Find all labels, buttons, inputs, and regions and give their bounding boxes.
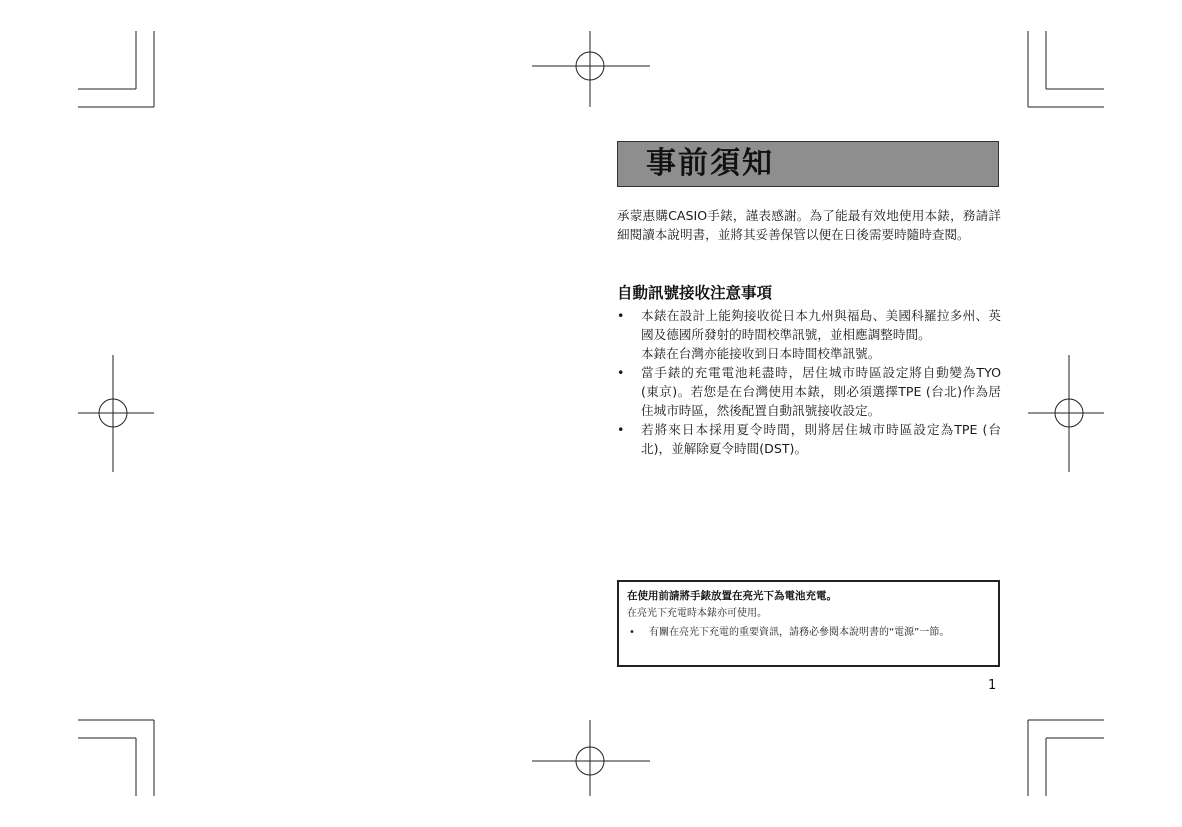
bullet-text: 若將來日本採用夏令時間，則將居住城市時區設定為TPE (台北)，並解除夏令時間(DST)。 (641, 422, 1001, 456)
bullet-symbol: • (617, 422, 625, 437)
precautions-list (617, 306, 1001, 458)
bullet-symbol: • (617, 308, 625, 323)
bullet-text: 本錶在設計上能夠接收從日本九州與福島、美國科羅拉多州、英國及德國所發射的時間校準訊號，並相應調整時間。 (641, 308, 1001, 342)
notice-title: 在使用前請將手錶放置在亮光下為電池充電。 (627, 590, 837, 602)
page-number: 1 (988, 678, 997, 693)
intro-paragraph: 承蒙惠購CASIO手錶，謹表感謝。為了能最有效地使用本錶，務請詳細閱讀本說明書，並將其妥善保管以便在日後需要時隨時查閱。 (617, 208, 1001, 242)
bullet-symbol: • (629, 627, 635, 638)
list-item (617, 306, 1001, 363)
notice-bullet-text: 有關在亮光下充電的重要資訊，請務必參閱本說明書的“電源”一節。 (649, 627, 950, 638)
section-heading: 自動訊號接收注意事項 (617, 284, 773, 302)
page-title: 事前須知 (646, 146, 774, 181)
title-bar (617, 141, 999, 187)
notice-bullet (627, 625, 990, 640)
notice-line: 在亮光下充電時本錶亦可使用。 (627, 608, 767, 619)
notice-box (617, 580, 1000, 667)
bullet-note: 本錶在台灣亦能接收到日本時間校準訊號。 (641, 346, 881, 361)
list-item (617, 420, 1001, 458)
list-item (617, 363, 1001, 420)
bullet-text: 當手錶的充電電池耗盡時，居住城市時區設定將自動變為TYO (東京)。若您是在台灣使用本錶，則必須選擇TPE (台北)作為居住城市時區，然後配置自動訊號接收設定。 (641, 365, 1001, 418)
bullet-symbol: • (617, 365, 625, 380)
